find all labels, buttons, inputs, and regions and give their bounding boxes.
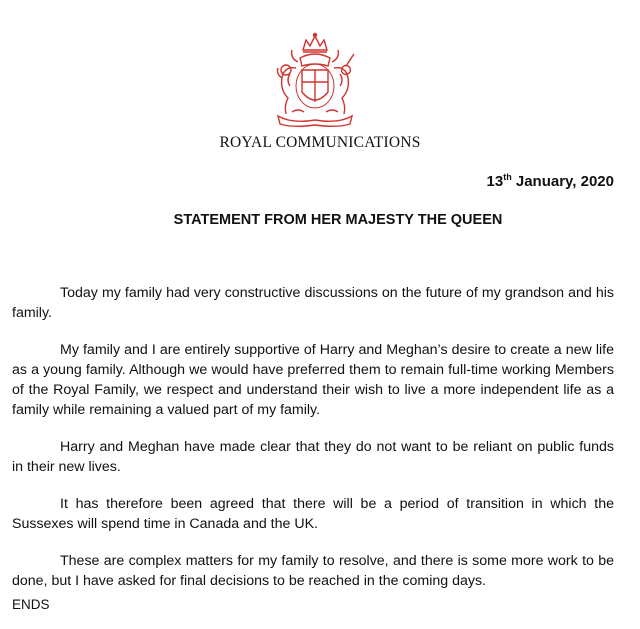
royal-coat-of-arms-icon <box>262 32 368 128</box>
paragraph: These are complex matters for my family to resolve, and there is some more work to be done, but I have asked for final decisions to be reached in the coming days. <box>12 553 614 589</box>
date-rest: January, 2020 <box>511 173 614 190</box>
statement-date <box>487 172 614 190</box>
letterhead-department: ROYAL COMMUNICATIONS <box>219 134 421 151</box>
date-day: 13 <box>486 173 504 190</box>
date-ordinal: th <box>503 172 512 182</box>
paragraph: Harry and Meghan have made clear that they do not want to be reliant on public funds in their new lives. <box>12 439 614 475</box>
statement-body <box>12 283 614 608</box>
paragraph: My family and I are entirely supportive of Harry and Meghan’s desire to create a new life as a young family. Although we would have preferred them to remain full-time working Members of the Royal Family, we respect and understand their wish to live a more independent life as a family while remaining a valued part of my family. <box>12 342 614 418</box>
statement-title: STATEMENT FROM HER MAJESTY THE QUEEN <box>173 212 503 228</box>
paragraph: It has therefore been agreed that there will be a period of transition in which the Sussexes will spend time in Canada and the UK. <box>12 496 614 532</box>
paragraph: Today my family had very constructive discussions on the future of my grandson and his family. <box>12 285 614 321</box>
closing-ends: ENDS <box>12 597 50 612</box>
